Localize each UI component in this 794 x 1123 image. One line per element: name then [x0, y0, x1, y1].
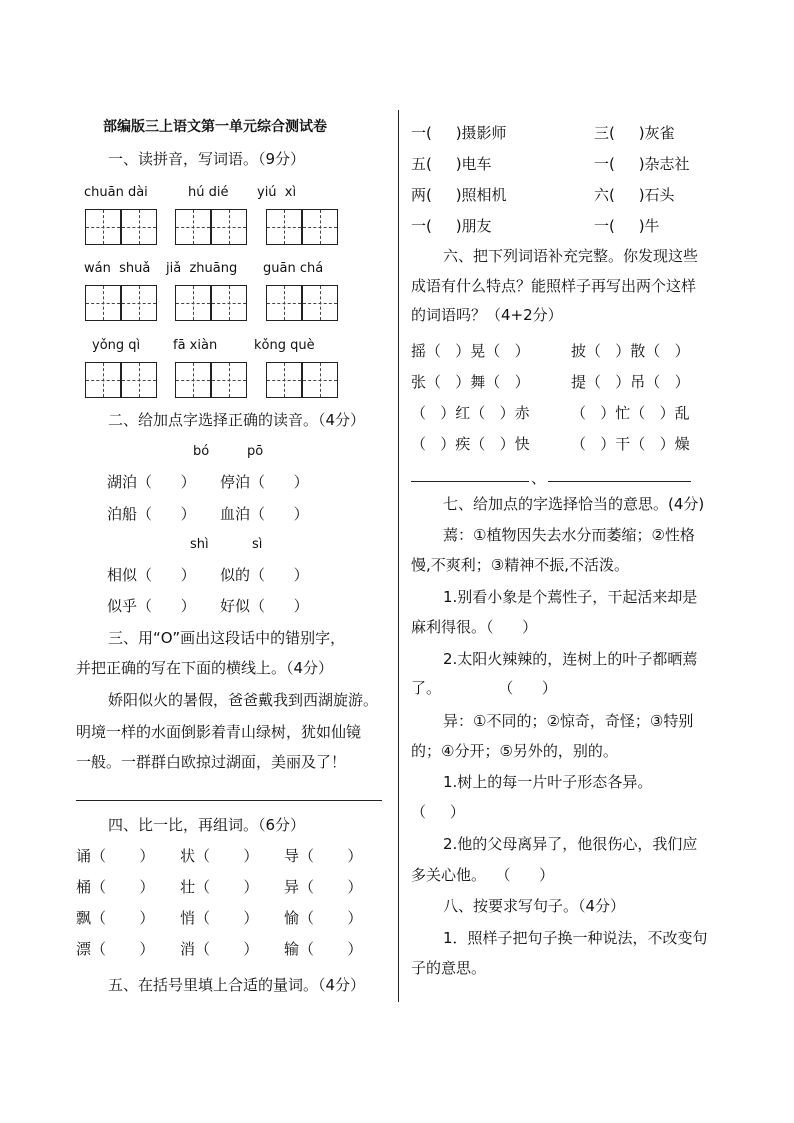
section-7-heading: 七、给加点的字选择恰当的意思。(4分)	[443, 495, 705, 513]
answer-item[interactable]: 好似（ ）	[220, 597, 309, 615]
pinyin-label: chuān dài	[84, 185, 148, 200]
answer-line[interactable]	[76, 800, 382, 801]
pinyin-option: pō	[247, 444, 264, 459]
writing-box[interactable]	[302, 285, 338, 321]
answer-line[interactable]	[548, 481, 691, 482]
writing-box[interactable]	[302, 362, 338, 398]
section-6-heading: 六、把下列词语补充完整。你发现这些	[443, 247, 699, 265]
pinyin-label: hú dié	[188, 185, 229, 200]
pinyin-label: wán shuǎ	[84, 261, 151, 276]
section-3-heading-cont: 并把正确的写在下面的横线上。（4分）	[76, 659, 334, 677]
answer-item[interactable]: 一( )朋友	[411, 217, 492, 235]
question-line: 子的意思。	[411, 959, 487, 977]
writing-box[interactable]	[85, 285, 121, 321]
answer-item[interactable]: 两( )照相机	[411, 186, 507, 204]
passage-line: 明境一样的水面倒影着青山绿树，犹如仙镜	[76, 723, 362, 741]
answer-item[interactable]: 泊船（ ）	[107, 505, 196, 523]
answer-item[interactable]: 桶（ ）	[76, 878, 155, 896]
writing-box[interactable]	[121, 362, 157, 398]
answer-item[interactable]: 多关心他。 （ ）	[411, 866, 555, 884]
answer-item[interactable]: 状（ ）	[180, 847, 259, 865]
writing-box[interactable]	[175, 362, 211, 398]
writing-box[interactable]	[121, 285, 157, 321]
answer-item[interactable]: （ ）	[411, 803, 465, 821]
answer-item[interactable]: 漂（ ）	[76, 940, 155, 958]
answer-item[interactable]: 似乎（ ）	[107, 597, 196, 615]
answer-item[interactable]: 摇（ ）晃（ ）	[411, 342, 530, 360]
section-8-heading: 八、按要求写句子。（4分）	[443, 897, 626, 915]
answer-item[interactable]: 消（ ）	[180, 940, 259, 958]
writing-box[interactable]	[85, 209, 121, 245]
answer-item[interactable]: 相似（ ）	[107, 566, 196, 584]
answer-item[interactable]: 停泊（ ）	[220, 473, 309, 491]
section-2-heading: 二、给加点字选择正确的读音。（4分）	[108, 411, 366, 429]
answer-item[interactable]: 披（ ）散（ ）	[571, 342, 690, 360]
answer-item[interactable]: （ ）红（ ）赤	[411, 404, 530, 422]
answer-item[interactable]: 一( )牛	[594, 217, 660, 235]
section-4-heading: 四、比一比，再组词。（6分）	[108, 816, 306, 834]
question-line: 2.太阳火辣辣的，连树上的叶子都晒蔫	[443, 650, 698, 668]
writing-box[interactable]	[266, 285, 302, 321]
definition-line: 蔫：①植物因失去水分而萎缩；②性格	[443, 526, 695, 544]
answer-item[interactable]: 湖泊（ ）	[107, 473, 196, 491]
pinyin-label: fā xiàn	[173, 338, 218, 353]
definition-line: 异：①不同的；②惊奇，奇怪；③特别	[443, 712, 694, 730]
pinyin-option: bó	[193, 444, 210, 459]
pinyin-label: yiú xì	[257, 185, 297, 200]
section-1-heading: 一、读拼音，写词语。（9分）	[108, 150, 306, 168]
answer-item[interactable]: 壮（ ）	[180, 878, 259, 896]
pinyin-label: jiǎ zhuāng	[166, 261, 238, 276]
definition-line: 的；④分开；⑤另外的，别的。	[411, 742, 618, 760]
answer-item[interactable]: 导（ ）	[284, 847, 363, 865]
section-3-heading: 三、用“O”画出这段话中的错别字，	[108, 629, 346, 647]
answer-item[interactable]: 异（ ）	[284, 878, 363, 896]
pinyin-label: guān chá	[263, 261, 324, 276]
writing-box[interactable]	[121, 209, 157, 245]
writing-box[interactable]	[85, 362, 121, 398]
pinyin-label: kǒng què	[254, 338, 315, 353]
column-divider	[398, 110, 399, 1002]
answer-item[interactable]: （ ）疾（ ）快	[411, 435, 530, 453]
answer-item[interactable]: 悄（ ）	[180, 909, 259, 927]
section-6-heading-cont: 的词语吗？（4+2分）	[411, 306, 563, 324]
answer-item[interactable]: 似的（ ）	[220, 566, 309, 584]
answer-item[interactable]: 提（ ）吊（ ）	[571, 373, 690, 391]
answer-item[interactable]: 愉（ ）	[284, 909, 363, 927]
answer-item[interactable]: 张（ ）舞（ ）	[411, 373, 530, 391]
answer-item[interactable]: 血泊（ ）	[220, 505, 309, 523]
passage-line: 一般。一群群白欧掠过湖面，美丽及了！	[76, 753, 347, 771]
answer-item[interactable]: 飘（ ）	[76, 909, 155, 927]
answer-item[interactable]: 五( )电车	[411, 155, 492, 173]
answer-item[interactable]: 麻利得很。（ ）	[411, 618, 538, 636]
question-line: 1.树上的每一片叶子形态各异。	[443, 773, 653, 791]
answer-item[interactable]: 输（ ）	[284, 940, 363, 958]
page-title: 部编版三上语文第一单元综合测试卷	[103, 119, 327, 135]
writing-box[interactable]	[211, 285, 247, 321]
pinyin-option: sì	[252, 537, 263, 552]
definition-line: 慢,不爽利；③精神不振,不活泼。	[411, 556, 629, 574]
writing-box[interactable]	[302, 209, 338, 245]
separator-mark: 、	[531, 469, 547, 487]
writing-box[interactable]	[266, 362, 302, 398]
section-5-heading: 五、在括号里填上合适的量词。（4分）	[108, 976, 366, 994]
writing-box[interactable]	[211, 362, 247, 398]
writing-box[interactable]	[175, 285, 211, 321]
answer-item[interactable]: 六( )石头	[594, 186, 675, 204]
answer-item[interactable]: 诵（ ）	[76, 847, 155, 865]
writing-box[interactable]	[266, 209, 302, 245]
answer-item[interactable]: 一( )摄影师	[411, 124, 507, 142]
pinyin-label: yǒng qì	[92, 338, 141, 353]
passage-line: 娇阳似火的暑假，爸爸戴我到西湖旋游。	[108, 691, 379, 709]
writing-box[interactable]	[175, 209, 211, 245]
answer-item[interactable]: （ ）干（ ）燥	[571, 435, 690, 453]
answer-item[interactable]: 一( )杂志社	[594, 155, 690, 173]
pinyin-option: shì	[190, 537, 209, 552]
question-line: 1．照样子把句子换一种说法，不改变句	[443, 929, 708, 947]
question-line: 1.别看小象是个蔫性子，干起活来却是	[443, 588, 698, 606]
answer-line[interactable]	[411, 481, 529, 482]
answer-item[interactable]: （ ）忙（ ）乱	[571, 404, 690, 422]
question-line: 2.他的父母离异了，他很伤心，我们应	[443, 835, 698, 853]
writing-box[interactable]	[211, 209, 247, 245]
section-6-heading-cont: 成语有什么特点？能照样子再写出两个这样	[411, 277, 697, 295]
answer-item[interactable]: 三( )灰雀	[594, 124, 675, 142]
answer-item[interactable]: 了。 （ ）	[411, 679, 557, 697]
